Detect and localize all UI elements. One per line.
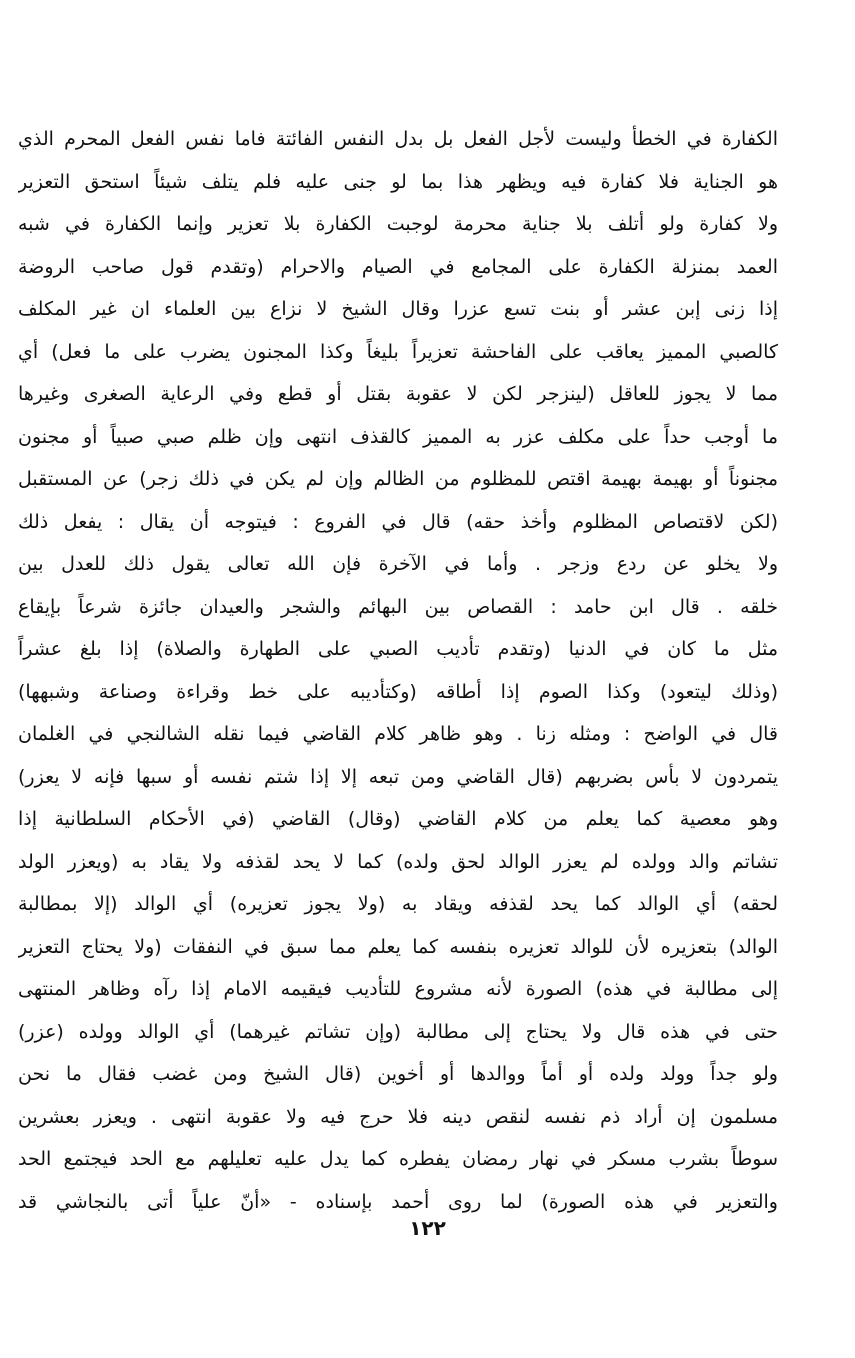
text-line-26: والتعزير في هذه الصورة) لما روى أحمد بإسناده - «أنّ علياً أتى بالنجاشي قد [18, 1190, 778, 1213]
text-line-2: هو الجناية فلا كفارة فيه ويظهر هذا بما لو جنى عليه فلم يتلف شيئاً استحق التعزير [18, 170, 778, 193]
text-line-8: ما أوجب حداً على مكلف عزر به المميز كالقذف انتهى وإن ظلم صبي صبياً أو مجنون [18, 425, 778, 448]
text-line-12: خلقه . قال ابن حامد : القصاص بين البهائم والشجر والعيدان جائزة شرعاً بإيقاع [18, 595, 778, 618]
text-line-20: الوالد) بتعزيره لأن للوالد تعزيره بنفسه كما يعلم مما سبق في النفقات (ولا يحتاج التعزير [18, 935, 778, 958]
text-line-1: الكفارة في الخطأ وليست لأجل الفعل بل بدل النفس الفائتة فاما نفس الفعل المحرم الذي [18, 128, 778, 150]
text-line-25: سوطاً بشرب مسكر في نهار رمضان يفطره كما يدل عليه تعليلهم مع الحد فيجتمع الحد [18, 1148, 778, 1170]
text-line-23: ولو جداً وولد ولده أو أماً ووالدها أو أخوين (قال الشيخ ومن غضب فقال ما نحن [18, 1063, 778, 1085]
text-line-3: ولا كفارة ولو أتلف بلا جناية محرمة لوجبت الكفارة بلا تعزير وإنما الكفارة في شبه [18, 213, 778, 235]
text-line-18: تشاتم والد وولده لم يعزر الوالد لحق ولده) كما لا يحد لقذفه ولا يقاد به (ويعزر الولد [18, 850, 778, 873]
text-line-13: مثل ما كان في الدنيا (وتقدم تأديب الصبي على الطهارة والصلاة) إذا بلغ عشراً [18, 638, 778, 660]
text-line-4: العمد بمنزلة الكفارة على المجامع في الصيام والاحرام (وتقدم قول صاحب الروضة [18, 255, 778, 278]
text-line-16: يتمردون لا بأس بضربهم (قال القاضي ومن تبعه إلا إذا شتم نفسه أو سبها فإنه لا يعزر) [18, 765, 778, 788]
page-number: ١٢٢ [409, 1216, 446, 1240]
text-line-11: ولا يخلو عن ردع وزجر . وأما في الآخرة فإن الله تعالى يقول ذلك للعدل بين [18, 553, 778, 575]
text-line-9: مجنوناً أو بهيمة بهيمة اقتص للمظلوم من الظالم وإن لم يكن في ذلك زجر) عن المستقبل [18, 468, 778, 490]
text-line-17: وهو معصية كما يعلم من كلام القاضي (وقال) القاضي (في الأحكام السلطانية إذا [18, 808, 778, 830]
body-text [18, 118, 778, 1223]
text-line-15: قال في الواضح : ومثله زنا . وهو ظاهر كلام القاضي فيما نقله الشالنجي في الغلمان [18, 723, 778, 745]
text-line-14: (وذلك ليتعود) وكذا الصوم إذا أطاقه (وكتأديبه على خط وقراءة وصناعة وشبهها) [18, 680, 778, 703]
text-line-24: مسلمون إن أراد ذم نفسه لنقص دينه فلا حرج فيه ولا عقوبة انتهى . ويعزر بعشرين [18, 1105, 778, 1128]
text-line-6: كالصبي المميز يعاقب على الفاحشة تعزيراً بليغاً وكذا المجنون يضرب على ما فعل) أي [18, 340, 778, 363]
text-line-10: (لكن لاقتصاص المظلوم وأخذ حقه) قال في الفروع : فيتوجه أن يقال : يفعل ذلك [18, 510, 778, 533]
text-line-21: إلى مطالبة في هذه) الصورة لأنه مشروع للتأديب فيقيمه الامام إذا رآه وظاهر المنتهى [18, 978, 778, 1000]
text-line-19: لحقه) أي الوالد كما يحد لقذفه ويقاد به (ولا يجوز تعزيره) أي الوالد (إلا بمطالبة [18, 893, 778, 915]
text-line-5: إذا زنى إبن عشر أو بنت تسع عزرا وقال الشيخ لا نزاع بين العلماء ان غير المكلف [18, 298, 778, 320]
text-line-7: مما لا يجوز للعاقل (لينزجر لكن لا عقوبة بقتل أو قطع وفي الرعاية الصغرى وغيرها [18, 383, 778, 405]
text-line-22: حتى في هذه قال ولا يحتاج إلى مطالبة (وإن تشاتم غيرهما) أي الوالد وولده (عزر) [18, 1020, 778, 1043]
